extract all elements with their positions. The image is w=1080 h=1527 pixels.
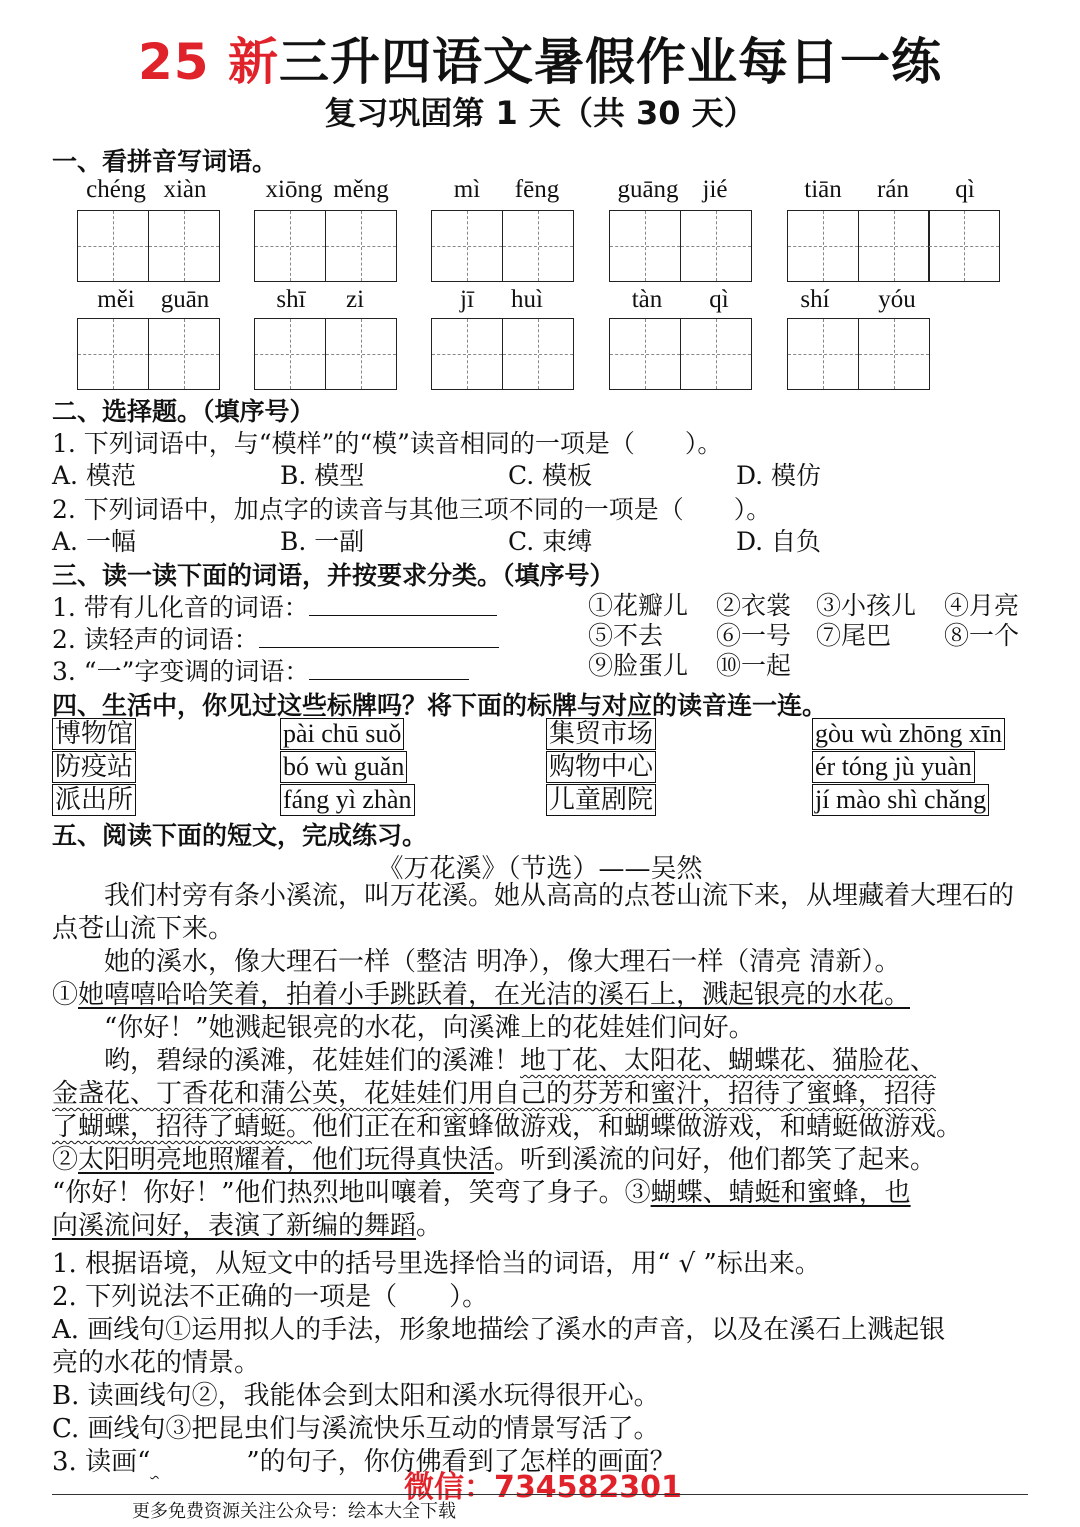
- section5-heading: 五、阅读下面的短文，完成练习。: [52, 821, 428, 850]
- passage-paragraph: “你好！”她溅起银亮的水花，向溪滩上的花娃娃们问好。: [104, 1013, 755, 1043]
- writing-grid[interactable]: [431, 318, 572, 390]
- answer-blank[interactable]: [309, 593, 497, 616]
- pinyin-card[interactable]: pài chū suǒ: [280, 718, 404, 750]
- word-option: ⑧一个: [944, 621, 1020, 650]
- section1-heading: 一、看拼音写词语。: [52, 147, 278, 176]
- word-option: ⑤不去: [588, 621, 664, 650]
- pinyin: qì: [955, 176, 975, 203]
- question-5-2: 2. 下列说法不正确的一项是（ ）。: [52, 1282, 489, 1312]
- option-c[interactable]: C. 模板: [508, 461, 593, 490]
- passage-paragraph: [52, 1045, 1032, 1078]
- writing-grid[interactable]: [787, 210, 999, 282]
- passage-paragraph: [52, 1144, 1032, 1177]
- word-option: ②衣裳: [716, 591, 792, 620]
- passage-paragraph: 我们村旁有条小溪流，叫万花溪。她从高高的点苍山流下来，从埋藏着大理石的点苍山流下来。: [52, 881, 1015, 944]
- sentence-marker: ②: [52, 1145, 79, 1175]
- answer-blank[interactable]: [309, 657, 469, 680]
- wavy-sentence: 金盏花、丁香花和蒲公英，花娃娃们用自己的芬芳和蜜汁，招待了蜜蜂，招待: [52, 1079, 937, 1109]
- wavy-line-sample: [150, 1447, 246, 1477]
- option-b[interactable]: B. 读画线句②，我能体会到太阳和溪水玩得很开心。: [52, 1381, 660, 1411]
- pinyin-card[interactable]: gòu wù zhōng xīn: [812, 718, 1005, 750]
- option-a[interactable]: A. 画线句①运用拟人的手法，形象地描绘了溪水的声音，以及在溪石上溅起银: [52, 1315, 946, 1345]
- question-text: 2. 读轻声的词语：: [52, 625, 259, 654]
- question-3-2: [52, 620, 499, 656]
- passage-title: 《万花溪》（节选）——吴然: [377, 854, 703, 884]
- pinyin: tàn: [631, 286, 663, 313]
- pinyin-card[interactable]: bó wù guǎn: [280, 751, 407, 783]
- pinyin: guān: [160, 286, 210, 313]
- pinyin: tiān: [804, 176, 842, 203]
- writing-grid[interactable]: [609, 318, 750, 390]
- option-b[interactable]: B. 模型: [280, 461, 365, 490]
- pinyin: měi: [97, 286, 135, 313]
- pinyin: shí: [800, 286, 830, 313]
- passage-text: 。: [416, 1211, 443, 1241]
- passage-paragraph: [52, 1210, 1032, 1243]
- passage-text: “你好！你好！”他们热烈地叫嚷着，笑弯了身子。③: [52, 1178, 651, 1208]
- title-highlight: 25 新: [138, 33, 279, 91]
- question-5-1: 1. 根据语境，从短文中的括号里选择恰当的词语，用“ √ ”标出来。: [52, 1249, 821, 1279]
- passage-text: 。听到溪流的问好，他们都笑了起来。: [494, 1145, 937, 1175]
- underlined-sentence-1: 她嘻嘻哈哈笑着，拍着小手跳跃着，在光洁的溪石上，溅起银亮的水花。: [78, 980, 911, 1010]
- pinyin: chéng: [86, 176, 146, 203]
- option-c[interactable]: C. 束缚: [508, 527, 593, 556]
- question-2-1: 1. 下列词语中，与“模样”的“模”读音相同的一项是（ ）。: [52, 429, 723, 458]
- underlined-sentence-3: 向溪流问好，表演了新编的舞蹈: [52, 1211, 417, 1241]
- wechat-watermark: 微信：734582301: [404, 1470, 682, 1505]
- underlined-sentence-2: 太阳明亮地照耀着，他们玩得真快活: [78, 1145, 495, 1175]
- option-b[interactable]: B. 一副: [280, 527, 365, 556]
- option-a[interactable]: A. 模范: [52, 461, 136, 490]
- option-c[interactable]: C. 画线句③把昆虫们与溪流快乐互动的情景写活了。: [52, 1414, 660, 1444]
- passage-paragraph: [52, 1078, 1032, 1111]
- underlined-sentence-3: 蝴蝶、蜻蜓和蜜蜂，也: [650, 1178, 911, 1208]
- pinyin: shī: [276, 286, 306, 313]
- section2-heading: 二、选择题。（填序号）: [52, 397, 315, 426]
- writing-grid[interactable]: [77, 318, 218, 390]
- passage-paragraph: 她的溪水，像大理石一样（整洁 明净），像大理石一样（清亮 清新）。: [104, 947, 901, 977]
- pinyin: jié: [702, 176, 728, 203]
- question-3-3: [52, 652, 469, 688]
- word-option: ①花瓣儿: [588, 591, 689, 620]
- pinyin: qì: [709, 286, 729, 313]
- writing-grid[interactable]: [609, 210, 750, 282]
- pinyin: zi: [345, 286, 365, 313]
- question-text: ”的句子，你仿佛看到了怎样的画面？: [246, 1447, 676, 1477]
- question-3-1: [52, 588, 497, 624]
- wavy-sentence: 地丁花、太阳花、蝴蝶花、猫脸花、: [520, 1046, 937, 1076]
- pinyin: yóu: [878, 286, 916, 313]
- sign-card[interactable]: 集贸市场: [546, 718, 656, 750]
- passage-paragraph: [52, 1111, 1032, 1144]
- writing-grid[interactable]: [787, 318, 928, 390]
- writing-grid[interactable]: [431, 210, 572, 282]
- writing-grid[interactable]: [254, 210, 395, 282]
- passage-paragraph: [52, 1177, 1032, 1210]
- pinyin: rán: [877, 176, 909, 203]
- passage-text: 哟，碧绿的溪滩，花娃娃们的溪滩！: [104, 1046, 521, 1076]
- pinyin: huì: [511, 286, 543, 313]
- sentence-marker: ①: [52, 980, 79, 1010]
- answer-blank[interactable]: [259, 625, 499, 648]
- sign-card[interactable]: 儿童剧院: [546, 784, 656, 816]
- passage-paragraph: [52, 979, 1032, 1012]
- title-main: 三升四语文暑假作业每日一练: [279, 33, 942, 91]
- pinyin-card[interactable]: jí mào shì chǎng: [812, 784, 989, 816]
- question-2-2: 2. 下列词语中，加点字的读音与其他三项不同的一项是（ ）。: [52, 495, 772, 524]
- option-d[interactable]: D. 模仿: [736, 461, 822, 490]
- page-subtitle: 复习巩固第 1 天（共 30 天）: [324, 94, 756, 132]
- writing-grid[interactable]: [77, 210, 218, 282]
- word-option: ⑥一号: [716, 621, 792, 650]
- word-option: ④月亮: [944, 591, 1020, 620]
- footer-note: 更多免费资源关注公众号：绘本大全下载: [132, 1501, 456, 1522]
- sign-card[interactable]: 购物中心: [546, 751, 656, 783]
- option-a[interactable]: A. 一幅: [52, 527, 136, 556]
- page-title: [0, 22, 1080, 94]
- pinyin: měng: [333, 176, 389, 203]
- question-text: 1. 带有儿化音的词语：: [52, 593, 309, 622]
- option-d[interactable]: D. 自负: [736, 527, 822, 556]
- pinyin: jī: [460, 286, 474, 313]
- pinyin: mì: [453, 176, 481, 203]
- pinyin: xiàn: [163, 176, 207, 203]
- pinyin-card[interactable]: fáng yì zhàn: [280, 784, 415, 816]
- question-text: 3. “一”字变调的词语：: [52, 657, 310, 686]
- pinyin: fēng: [514, 176, 560, 203]
- sign-card[interactable]: 派出所: [52, 784, 136, 816]
- writing-grid[interactable]: [254, 318, 395, 390]
- option-a-continued: 亮的水花的情景。: [52, 1348, 261, 1378]
- word-option: ⑦尾巴: [816, 621, 892, 650]
- passage-text: 他们正在和蜜蜂做游戏，和蝴蝶做游戏，和蜻蜓做游戏。: [312, 1112, 963, 1142]
- word-option: ③小孩儿: [816, 591, 917, 620]
- pinyin: guāng: [617, 176, 679, 203]
- section3-heading: 三、读一读下面的词语，并按要求分类。（填序号）: [52, 561, 615, 590]
- sign-card[interactable]: 博物馆: [52, 718, 136, 750]
- word-option: ⑨脸蛋儿: [588, 651, 689, 680]
- question-text: 3. 读画“: [52, 1447, 151, 1477]
- pinyin: xiōng: [265, 176, 323, 203]
- section4-heading: 四、生活中，你见过这些标牌吗？将下面的标牌与对应的读音连一连。: [52, 691, 828, 720]
- pinyin-card[interactable]: ér tóng jù yuàn: [812, 751, 975, 783]
- wavy-sentence: 了蝴蝶，招待了蜻蜓。: [52, 1112, 313, 1142]
- sign-card[interactable]: 防疫站: [52, 751, 136, 783]
- word-option: ⑩一起: [716, 651, 792, 680]
- footer-divider: [52, 1494, 1028, 1495]
